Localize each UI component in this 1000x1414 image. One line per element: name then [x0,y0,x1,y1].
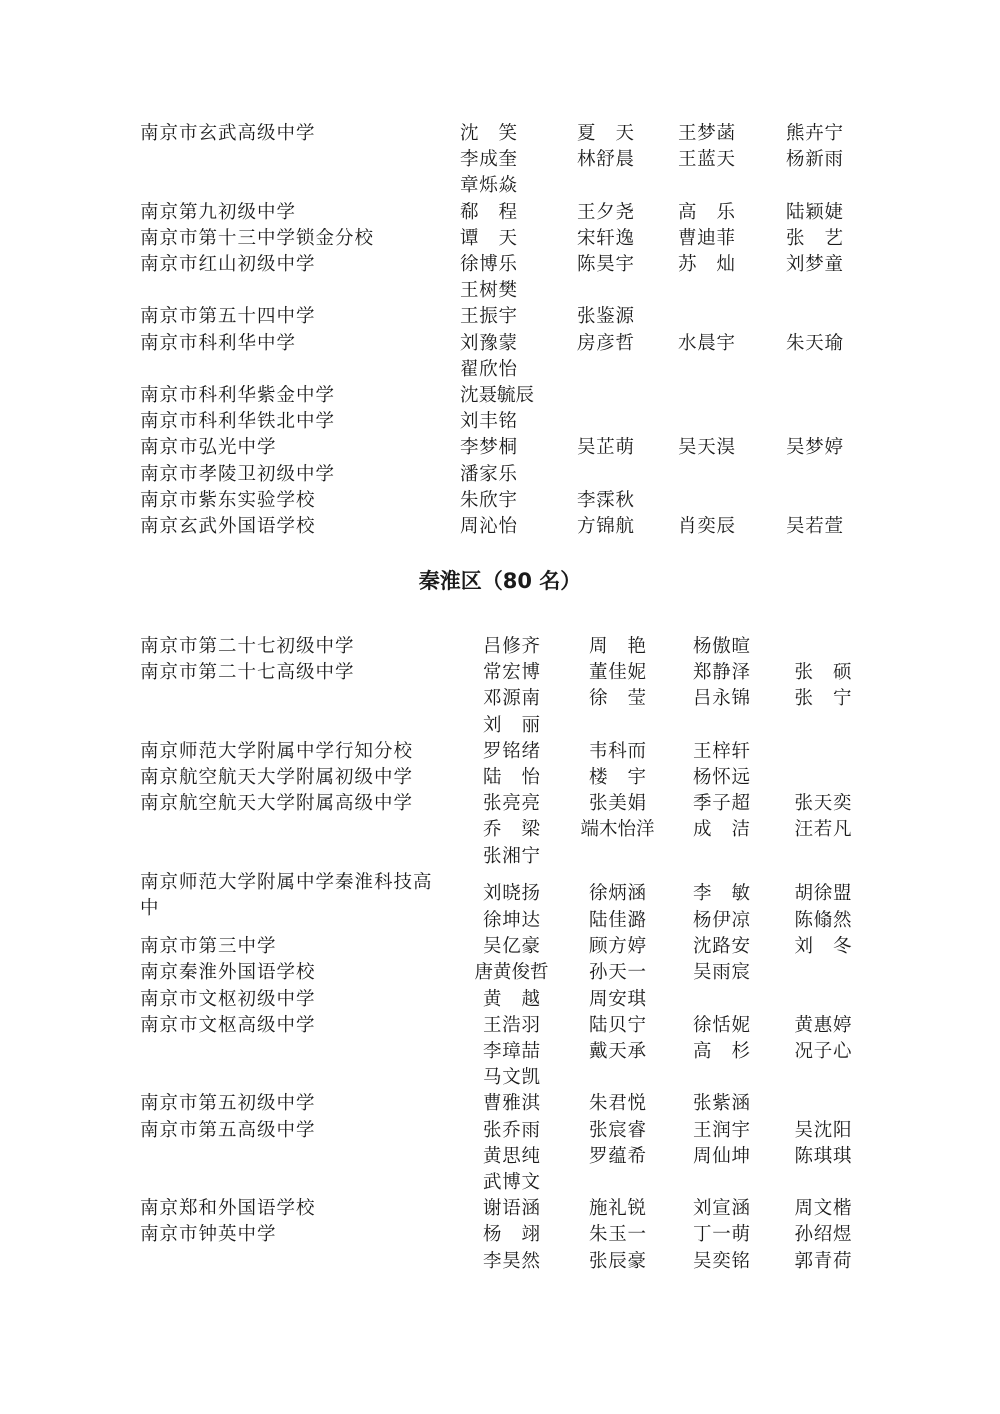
student-names [458,1118,873,1197]
student-name: 张硕 [794,662,852,684]
student-name: 吕永锦 [693,688,750,710]
school-name: 南京郑和外国语学校 [140,1198,316,1220]
student-name: 王夕尧 [577,201,634,223]
student-name: 成洁 [693,819,750,841]
school-name: 南京市科利华紫金中学 [140,385,336,407]
student-name: 曹雅淇 [483,1093,540,1115]
student-name: 张湘宁 [483,845,540,867]
student-name: 方锦航 [577,516,634,538]
student-name: 谭天 [460,227,517,249]
student-name: 刘晓扬 [483,882,540,904]
school-entry [0,1222,1000,1274]
school-entry [0,660,1000,739]
school-entry [0,435,1000,461]
school-name: 南京市文枢高级中学 [140,1014,316,1036]
school-entry [0,1091,1000,1117]
school-name: 南京市弘光中学 [140,437,277,459]
school-name: 南京市第三中学 [140,936,277,958]
school-name: 南京市第二十七高级中学 [140,662,355,684]
student-name: 吴雨宸 [693,962,750,984]
student-name: 孙天一 [589,962,646,984]
student-name: 乔梁 [483,819,540,841]
student-names [458,1196,873,1222]
student-name: 沈路安 [693,936,750,958]
student-name: 吴若萱 [786,516,843,538]
student-name: 高杉 [693,1041,750,1063]
school-entry [0,934,1000,960]
student-names [460,383,876,409]
student-name: 徐博乐 [460,254,517,276]
student-name: 刘宣涵 [693,1198,750,1220]
school-name: 南京航空航天大学附属初级中学 [140,767,414,789]
student-name: 陈翛然 [794,910,852,932]
student-name: 周艳 [589,636,646,657]
student-names [460,252,876,304]
student-name: 杨怀远 [693,767,750,789]
school-name: 南京市科利华中学 [140,332,297,354]
student-names [460,435,876,461]
student-name: 张宁 [794,688,852,710]
student-name: 周仙坤 [693,1145,750,1167]
student-name: 吕修齐 [483,636,540,657]
school-name: 南京市科利华铁北中学 [140,411,336,433]
student-name: 沈聂毓辰 [460,385,535,407]
student-name: 陆颖婕 [786,201,843,223]
student-names [458,765,873,791]
student-name: 李成奎 [460,149,517,171]
student-name: 陈琪琪 [794,1145,852,1167]
student-name: 朱天瑜 [786,332,843,354]
student-name: 李敏 [693,882,750,904]
school-name: 南京秦淮外国语学校 [140,962,316,984]
school-entry [0,1118,1000,1197]
student-name: 张宸睿 [589,1119,646,1141]
student-name: 张天奕 [794,793,852,815]
student-name: 刘梦童 [786,254,843,276]
school-name: 南京市文枢初级中学 [140,988,316,1010]
student-name: 常宏博 [483,662,540,684]
xuanwu-school-list [0,121,1000,540]
student-name: 沈笑 [460,123,517,144]
student-name: 马文凯 [483,1067,540,1089]
student-name: 王润宇 [693,1119,750,1141]
student-name: 黄越 [483,988,540,1010]
student-name: 徐坤达 [483,910,540,932]
school-entry [0,987,1000,1013]
school-entry [0,304,1000,330]
student-name: 徐莹 [589,688,646,710]
student-name: 张紫涵 [693,1093,750,1115]
student-name: 李霂秋 [577,489,634,511]
student-name: 林舒晨 [577,149,634,171]
student-name: 肖奕辰 [678,516,735,538]
school-name: 南京市玄武高级中学 [140,123,316,144]
student-name: 宋轩逸 [577,227,634,249]
school-entry [0,1196,1000,1222]
student-name: 陈昊宇 [577,254,634,276]
student-name: 张鉴源 [577,306,634,328]
student-name: 周沁怡 [460,516,517,538]
student-name: 郗程 [460,201,517,223]
school-name: 南京市第十三中学锁金分校 [140,227,375,249]
school-name: 南京市第五高级中学 [140,1119,316,1141]
school-entry [0,226,1000,252]
student-names [458,1222,873,1274]
student-name: 李璋喆 [483,1041,540,1063]
student-names [460,121,876,200]
school-name: 南京第九初级中学 [140,201,297,223]
student-name: 曹迪菲 [678,227,735,249]
school-entry [0,409,1000,435]
student-name: 刘丽 [483,714,540,736]
student-name: 周文楷 [794,1198,852,1220]
school-entry [0,200,1000,226]
student-name: 潘家乐 [460,463,517,485]
student-name: 楼宇 [589,767,646,789]
school-entry [0,252,1000,304]
student-name: 王振宇 [460,306,517,328]
student-name: 张美娟 [589,793,646,815]
student-name: 苏灿 [678,254,735,276]
student-name: 邓源南 [483,688,540,710]
student-name: 刘冬 [794,936,852,958]
student-name: 高乐 [678,201,735,223]
student-name: 吴沈阳 [794,1119,852,1141]
school-entry [0,462,1000,488]
school-entry [0,488,1000,514]
student-name: 吴天淏 [678,437,735,459]
student-name: 张亮亮 [483,793,540,815]
school-name: 南京师范大学附属中学行知分校 [140,740,414,762]
student-name: 黄思纯 [483,1145,540,1167]
student-name: 杨翊 [483,1224,540,1246]
student-name: 唐黄俊哲 [474,962,549,984]
school-name: 南京玄武外国语学校 [140,516,316,538]
student-names [458,1013,873,1092]
student-name: 陆佳潞 [589,910,646,932]
student-names [458,870,873,934]
school-entry [0,870,1000,934]
school-entry [0,383,1000,409]
student-name: 韦科而 [589,740,646,762]
student-name: 黄惠婷 [794,1014,852,1036]
student-names [460,226,876,252]
student-name: 章烁焱 [460,175,517,197]
school-entry [0,1013,1000,1092]
student-names [458,960,873,986]
student-name: 刘丰铭 [460,411,517,433]
school-entry [0,765,1000,791]
student-names [458,634,873,660]
student-names [460,304,876,330]
student-name: 王树樊 [460,280,517,302]
student-name: 孙绍煜 [794,1224,852,1246]
student-name: 朱玉一 [589,1224,646,1246]
student-name: 杨新雨 [786,149,843,171]
student-name: 夏天 [577,123,634,144]
student-name: 王浩羽 [483,1014,540,1036]
student-name: 戴天承 [589,1041,646,1063]
school-entry [0,634,1000,660]
school-name: 南京市孝陵卫初级中学 [140,463,336,485]
school-name: 南京市红山初级中学 [140,254,316,276]
student-name: 王梦菡 [678,123,735,144]
section-heading-qinhuai: 秦淮区（80 名） [418,569,582,593]
student-name: 李梦桐 [460,437,517,459]
student-name: 吴芷萌 [577,437,634,459]
student-names [460,462,876,488]
student-name: 张辰豪 [589,1250,646,1272]
school-entry [0,514,1000,540]
student-name: 徐炳涵 [589,882,646,904]
student-name: 张乔雨 [483,1119,540,1141]
student-name: 陆怡 [483,767,540,789]
student-name: 水晨宇 [678,332,735,354]
student-name: 周安琪 [589,988,646,1010]
student-name: 翟欣怡 [460,358,517,380]
student-name: 罗铭绪 [483,740,540,762]
student-names [458,934,873,960]
qinhuai-school-list [0,634,1000,1275]
student-name: 汪若凡 [794,819,852,841]
school-entry [0,739,1000,765]
school-name: 南京航空航天大学附属高级中学 [140,793,414,815]
student-names [458,987,873,1013]
school-name: 南京市第二十七初级中学 [140,636,355,657]
student-names [458,739,873,765]
student-name: 杨伊凉 [693,910,750,932]
student-name: 郭青荷 [794,1250,852,1272]
student-name: 况子心 [794,1041,852,1063]
school-entry [0,791,1000,870]
student-name: 端木怡洋 [580,819,655,841]
student-name: 杨傲暄 [693,636,750,657]
student-name: 董佳妮 [589,662,646,684]
student-names [460,200,876,226]
student-name: 谢语涵 [483,1198,540,1220]
student-names [458,1091,873,1117]
student-name: 吴梦婷 [786,437,843,459]
student-names [460,514,876,540]
school-entry [0,121,1000,200]
student-name: 吴奕铭 [693,1250,750,1272]
student-name: 刘豫蒙 [460,332,517,354]
student-name: 武博文 [483,1172,540,1194]
student-names [458,791,873,870]
student-name: 施礼锐 [589,1198,646,1220]
student-name: 房彦哲 [577,332,634,354]
student-name: 胡徐盟 [794,882,852,904]
student-name: 王梓轩 [693,740,750,762]
school-entry [0,331,1000,383]
school-name: 南京市第五初级中学 [140,1093,316,1115]
school-name: 南京师范大学附属中学秦淮科技高中 [140,871,433,920]
school-name: 南京市第五十四中学 [140,306,316,328]
student-name: 熊卉宁 [786,123,843,144]
student-name: 王蓝天 [678,149,735,171]
student-name: 顾方婷 [589,936,646,958]
student-name: 朱欣宇 [460,489,517,511]
student-name: 丁一萌 [693,1224,750,1246]
student-names [460,409,876,435]
student-name: 张艺 [786,227,843,249]
school-entry [0,960,1000,986]
student-names [458,660,873,739]
school-name: 南京市钟英中学 [140,1224,277,1246]
student-name: 李昊然 [483,1250,540,1272]
student-name: 罗蕴希 [589,1145,646,1167]
student-name: 郑静泽 [693,662,750,684]
student-name: 陆贝宁 [589,1014,646,1036]
school-name: 南京市紫东实验学校 [140,489,316,511]
student-name: 吴亿豪 [483,936,540,958]
student-name: 季子超 [693,793,750,815]
student-name: 朱君悦 [589,1093,646,1115]
student-names [460,331,876,383]
student-name: 徐恬妮 [693,1014,750,1036]
student-names [460,488,876,514]
